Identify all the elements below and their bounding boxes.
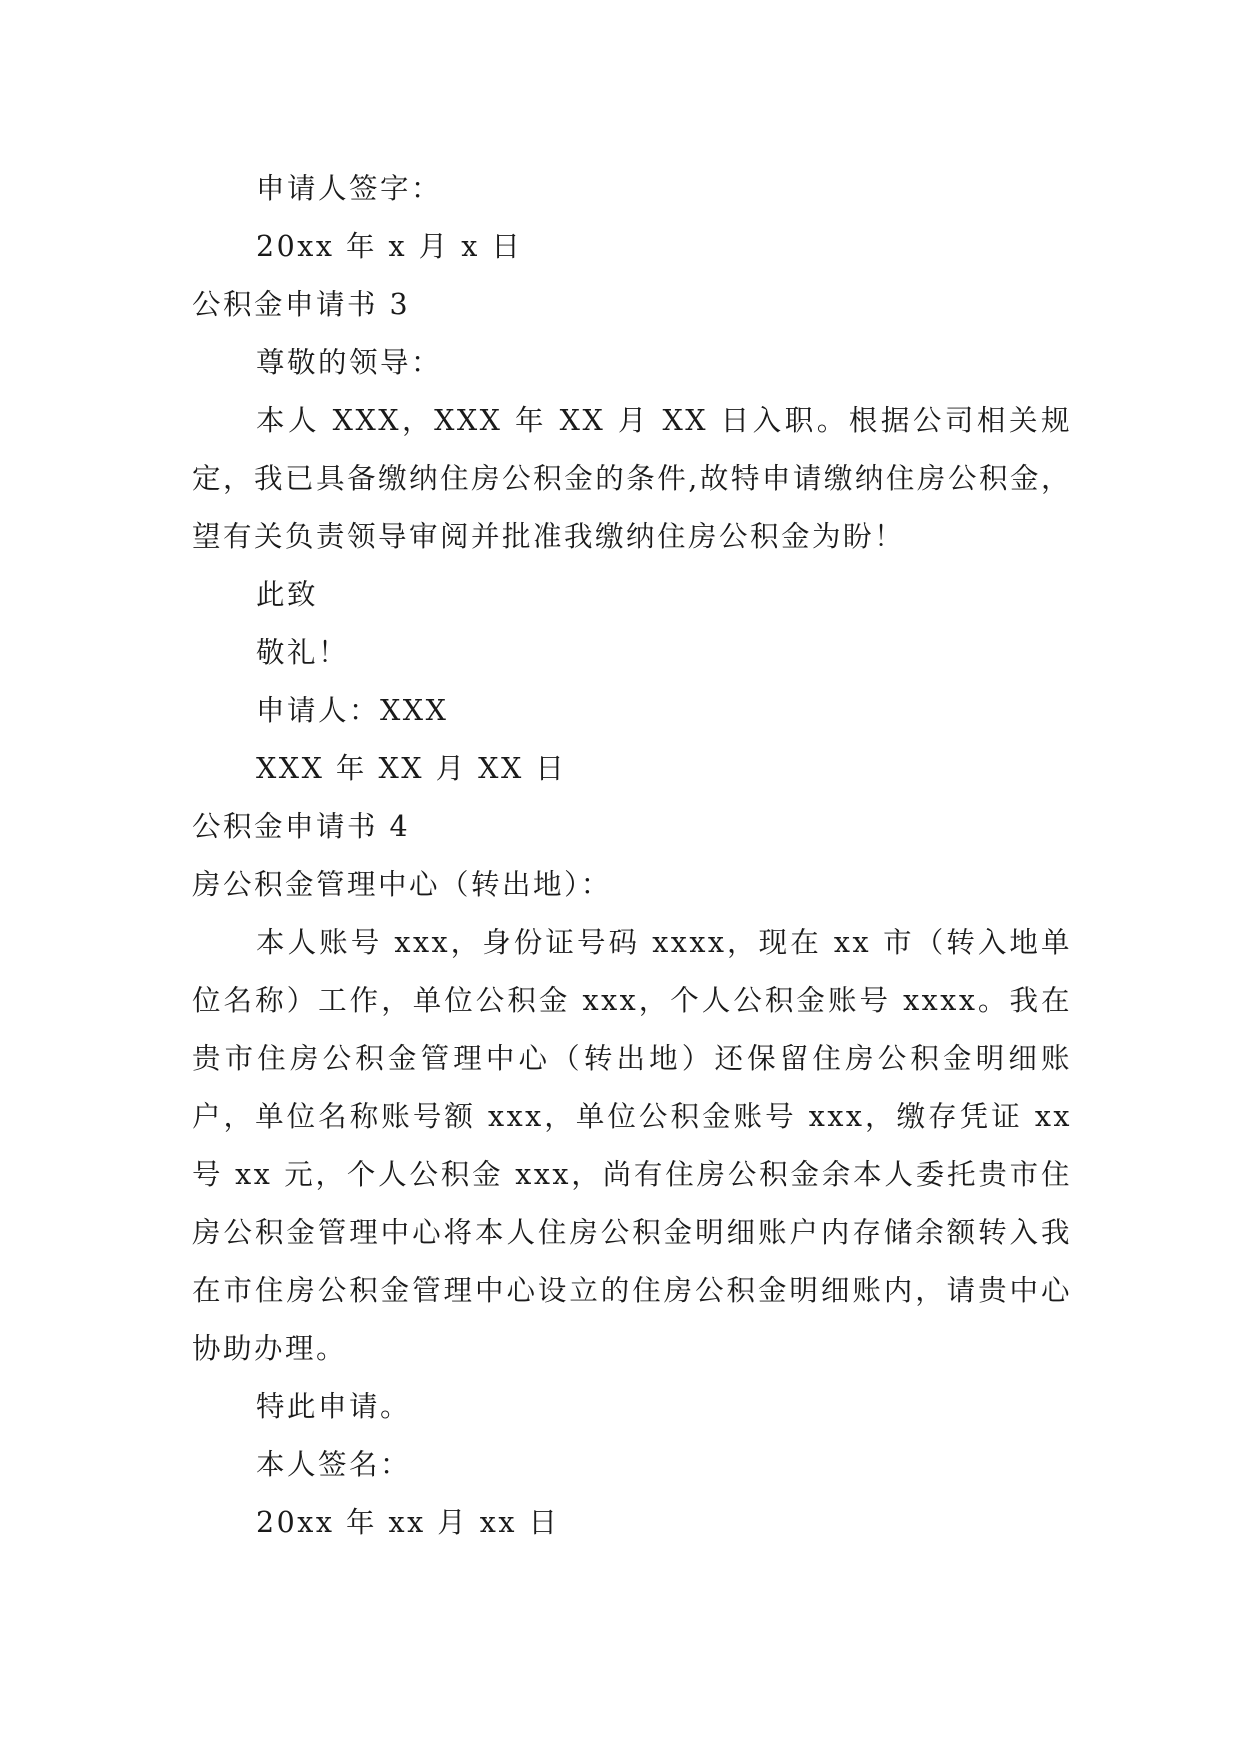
document-body xyxy=(192,160,1072,1552)
section-title: 公积金申请书 4 xyxy=(192,810,411,843)
body-paragraph: 本人 XXX，XXX 年 XX 月 XX 日入职。根据公司相关规定，我已具备缴纳住房公积金的条件,故特申请缴纳住房公积金，望有关负责领导审阅并批准我缴纳住房公积金为盼！ xyxy=(192,404,1072,553)
date-line: 20xx 年 x 月 x 日 xyxy=(256,230,523,263)
date-line: XXX 年 XX 月 XX 日 xyxy=(256,752,567,785)
applicant-line: 申请人：XXX xyxy=(256,694,449,727)
body-paragraph: 本人账号 xxx，身份证号码 xxxx，现在 xx 市（转入地单位名称）工作，单位公积金 xxx，个人公积金账号 xxxx。我在贵市住房公积金管理中心（转出地）还保留住房公积金明细账户，单位名称账号额 xxx，单位公积金账号 xxx，缴存凭证 xx 号 xx 元，个人公积金 xxx，尚有住房公积金余本人委托贵市住房公积金管理中心将本人住房公积金明细账户内存储余额转入我在市住房公积金管理中心设立的住房公积金明细账内，请贵中心协助办理。 xyxy=(192,926,1072,1365)
closing-line: 此致 xyxy=(256,578,319,611)
addressee-line: 房公积金管理中心（转出地）： xyxy=(192,868,612,901)
closing-line: 敬礼！ xyxy=(256,636,350,669)
closing-line: 特此申请。 xyxy=(256,1390,412,1423)
section-title: 公积金申请书 3 xyxy=(192,288,411,321)
salutation: 尊敬的领导： xyxy=(256,346,443,379)
date-line: 20xx 年 xx 月 xx 日 xyxy=(256,1506,560,1539)
signature-label: 本人签名： xyxy=(256,1448,412,1481)
signature-label: 申请人签字： xyxy=(256,172,443,205)
